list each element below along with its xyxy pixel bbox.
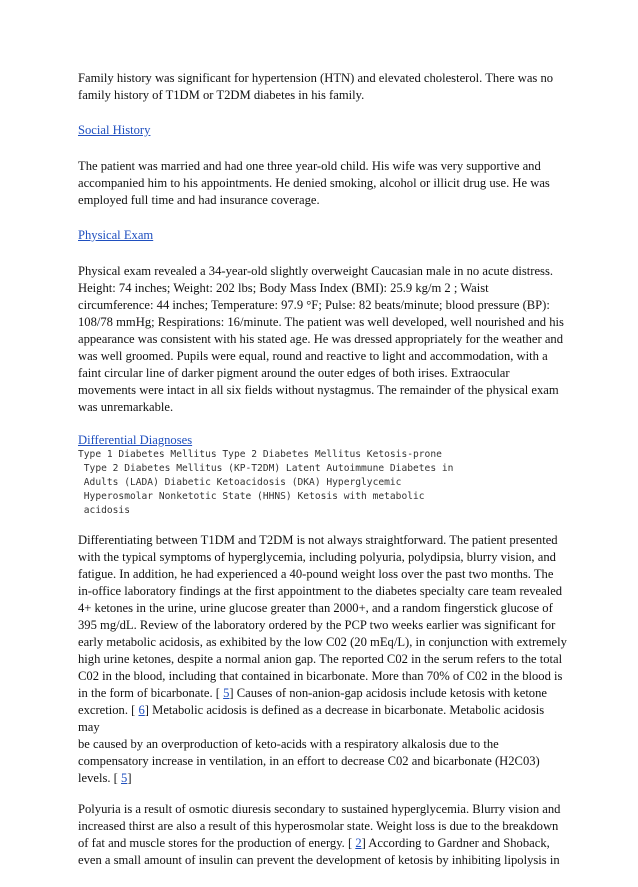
text-line: high urine ketones, despite a normal anion gap. The reported C02 in the serum refers to the total	[78, 652, 563, 666]
text-line: with the typical symptoms of hyperglycemia, including polyuria, polydipsia, blurry vision, and	[78, 550, 556, 564]
text-line: C02 in the blood, including that contained in bicarbonate. More than 70% of C02 in the blood is	[78, 669, 563, 683]
mono-line: Hyperosmolar Nonketotic State (HHNS) Ketosis with metabolic	[78, 491, 425, 502]
text-line: even a small amount of insulin can prevent the development of ketosis by inhibiting lipolysis in	[78, 853, 560, 867]
mono-line: Adults (LADA) Diabetic Ketoacidosis (DKA) Hyperglycemic	[78, 477, 402, 488]
differential-diagnoses-link[interactable]: Differential Diagnoses	[78, 433, 193, 447]
text-line: 108/78 mmHg; Respirations: 16/minute. The patient was well developed, well nourished and his	[78, 315, 564, 329]
text-line: be caused by an overproduction of keto-acids with a respiratory alkalosis due to the	[78, 737, 499, 751]
text-line	[78, 685, 568, 702]
mono-line: Type 1 Diabetes Mellitus Type 2 Diabetes Mellitus Ketosis-prone	[78, 449, 442, 460]
text-line: Physical exam revealed a 34-year-old slightly overweight Caucasian male in no acute distress.	[78, 264, 554, 278]
citation-link-6[interactable]: 6	[138, 703, 145, 717]
document-page	[78, 70, 568, 887]
text-line: appearance was consistent with his stated age. He was dressed appropriately for the weather and	[78, 332, 564, 346]
physical-exam-paragraph	[78, 263, 568, 416]
differential-diagnoses-list	[78, 448, 568, 518]
text-line: fatigue. In addition, he had experienced a 40-pound weight loss over the past two months. The	[78, 567, 554, 581]
citation-link-2[interactable]: 2	[355, 836, 362, 850]
text-line: circumference: 44 inches; Temperature: 97.9 °F; Pulse: 82 beats/minute; blood pressure (BP):	[78, 298, 550, 312]
social-history-paragraph	[78, 158, 568, 209]
text-segment: ]	[127, 771, 132, 785]
text-segment: in the form of bicarbonate. [	[78, 686, 224, 700]
text-segment: ] Causes of non-anion-gap acidosis include ketosis with ketone	[229, 686, 547, 700]
text-line: Differentiating between T1DM and T2DM is not always straightforward. The patient presented	[78, 533, 558, 547]
text-line	[78, 702, 568, 736]
differential-diagnoses-heading	[78, 432, 568, 448]
text-line: Family history was significant for hypertension (HTN) and elevated cholesterol. There was no	[78, 71, 554, 85]
citation-link-5[interactable]: 5	[223, 686, 230, 700]
text-segment: ] According to Gardner and Shoback,	[361, 836, 550, 850]
text-line: accompanied him to his appointments. He denied smoking, alcohol or illicit drug use. He was	[78, 176, 550, 190]
text-line: 395 mg/dL. Review of the laboratory ordered by the PCP two weeks earlier was significant for	[78, 618, 556, 632]
text-segment: of fat and muscle stores for the production of energy. [	[78, 836, 356, 850]
polyuria-paragraph	[78, 801, 568, 869]
mono-line: Type 2 Diabetes Mellitus (KP-T2DM) Latent Autoimmune Diabetes in	[78, 463, 454, 474]
text-segment: excretion. [	[78, 703, 139, 717]
text-line	[78, 835, 568, 852]
text-line: faint circular line of darker pigment around the outer edges of both irises. Extraocular	[78, 366, 510, 380]
text-segment: ] Metabolic acidosis is defined as a decrease in bicarbonate. Metabolic acidosis may	[78, 703, 545, 734]
text-line: Height: 74 inches; Weight: 202 lbs; Body Mass Index (BMI): 25.9 kg/m 2 ; Waist	[78, 281, 489, 295]
mono-line: acidosis	[78, 505, 130, 516]
text-line: was well groomed. Pupils were equal, round and reactive to light and accommodation, with a	[78, 349, 548, 363]
text-line: compensatory increase in ventilation, in an effort to decrease C02 and bicarbonate (H2C03)	[78, 754, 540, 768]
text-line: 4+ ketones in the urine, urine glucose greater than 2000+, and a random fingerstick glucose of	[78, 601, 553, 615]
social-history-heading	[78, 122, 568, 139]
physical-exam-heading	[78, 227, 568, 244]
text-line: increased thirst are also a result of this hyperosmolar state. Weight loss is due to the breakdown	[78, 819, 559, 833]
text-line: employed full time and had insurance coverage.	[78, 193, 320, 207]
citation-link-5[interactable]: 5	[121, 771, 128, 785]
text-line	[78, 770, 568, 787]
text-line: movements were intact in all six fields without nystagmus. The remainder of the physical exam	[78, 383, 559, 397]
text-line: in-office laboratory findings at the first appointment to the diabetes specialty care team revealed	[78, 584, 563, 598]
text-line: The patient was married and had one three year-old child. His wife was very supportive and	[78, 159, 541, 173]
social-history-link[interactable]: Social History	[78, 123, 151, 137]
physical-exam-link[interactable]: Physical Exam	[78, 228, 154, 242]
text-line: early metabolic acidosis, as exhibited by the low C02 (20 mEq/L), in conjunction with extremely	[78, 635, 567, 649]
text-line: Polyuria is a result of osmotic diuresis secondary to sustained hyperglycemia. Blurry vision and	[78, 802, 561, 816]
differentiating-paragraph	[78, 532, 568, 787]
text-line: family history of T1DM or T2DM diabetes in his family.	[78, 88, 365, 102]
family-history-paragraph	[78, 70, 568, 104]
text-line: was unremarkable.	[78, 400, 174, 414]
text-segment: levels. [	[78, 771, 122, 785]
